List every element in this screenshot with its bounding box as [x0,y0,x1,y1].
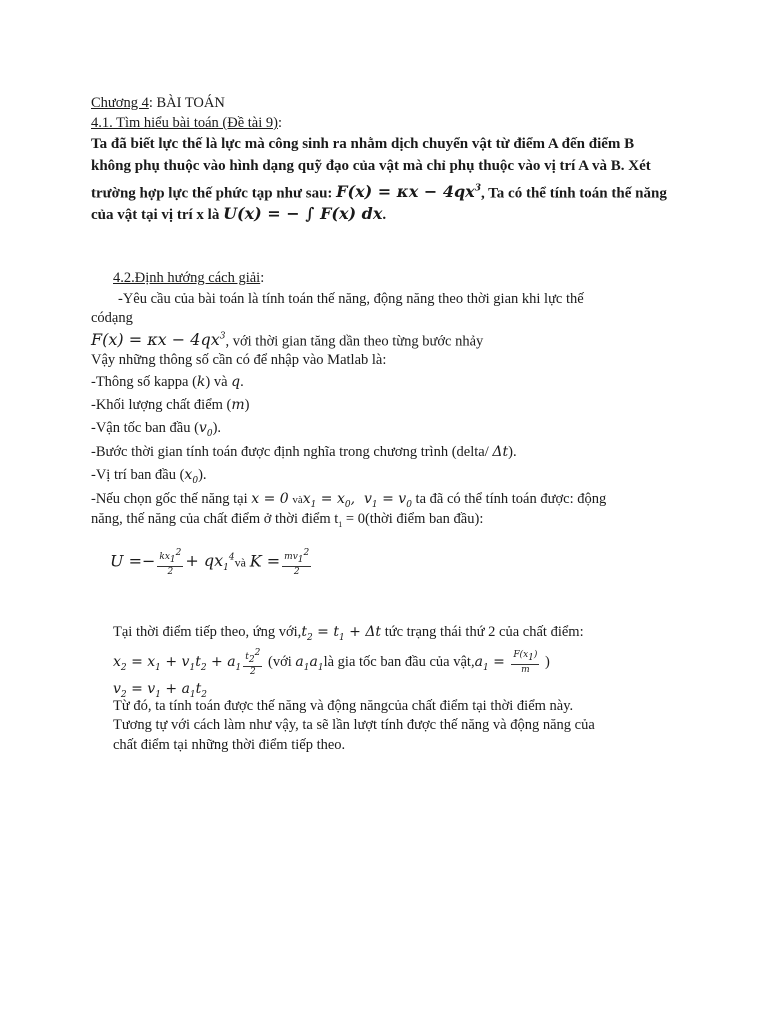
para3-line4: Từ đó, ta tính toán được thế năng và động năngcủa chất điểm tại thời điểm này. [113,698,574,714]
para3-line3: $v_2 = v_1 + a_1t_2$ [113,681,208,700]
potential-formula: U(x) = − ∫ F(x) dx [223,204,383,223]
para1-line1: Ta đã biết lực thế là lực mà công sinh ra nhằm dịch chuyển vật từ điểm A đến điểm B [91,136,635,152]
section-4-2-heading: 4.2.Định hướng cách giải: [113,270,265,286]
chapter-heading: Chương 4: BÀI TOÁN [91,95,225,111]
param-kappa: -Thông số kappa (k) và q. [91,374,244,390]
param-velocity: -Vận tốc ban đầu $(v_0)$. [91,420,222,439]
para3-line6: chất điểm tại những thời điểm tiếp theo. [113,737,346,753]
para1-line3: trường hợp lực thế phức tạp như sau: $F(x) = \kappa x - 4qx^3$, Ta có thể tính toán thế năng [91,182,667,202]
para2-line1: -Yêu cầu của bài toán là tính toán thế năng, động năng theo thời gian khi lực thế [118,291,584,307]
param-timestep: -Bước thời gian tính toán được định nghĩa trong chương trình (delta/ Δt). [91,444,517,460]
para3-line1: Tại thời điểm tiếp theo, ứng $với,t_2 = t_1 + \Delta t$ tức trạng thái thứ 2 của chất điểm: [113,624,584,643]
force-formula: $F(x) = \kappa x - 4qx^3$ [336,182,481,202]
para2-line4: Vậy những thông số cần có để nhập vào Matlab là: [91,352,387,368]
para2-line3: $F(x) = \kappa x - 4qx^3$, với thời gian tăng dần theo từng bước nhảy [91,330,484,350]
param-position: -Vị trí ban đầu $(x_0)$. [91,467,207,486]
force-formula-2: $F(x) = \kappa x - 4qx^3$ [91,330,226,350]
section-4-1-heading: 4.1. Tìm hiểu bài toán (Đề tài 9): [91,115,283,131]
energy-formulas: U =− $\frac{kx_1^2}{2}$ + $qx_1^4và$ K = $\frac{mv_1^2}{2}$ [110,548,310,577]
para3-line5: Tương tự với cách làm như vậy, ta sẽ lần lượt tính được thế năng và động năng của [113,717,595,733]
para1-line2: không phụ thuộc vào hình dạng quỹ đạo của vật mà chỉ phụ thuộc vào vị trí A và B. Xét [91,158,651,174]
para2-line2: códạng [91,310,133,326]
initial-condition-line2: năng, thế năng của chất điểm ở thời điểm $t_1$ = 0(thời điểm ban đầu): [91,511,484,529]
para3-line2: $x_2 = x_1 + v_1t_2 + a_1$ $\frac{t_2^2}{2}$ (với $a_1a_1là$ gia tốc ban đầu của $vật,a_1$ = $\frac{F(x_1)}{m}$ ) [113,648,550,677]
para1-line4: của vật tại vị trí x là U(x) = − ∫ F(x) dx. [91,204,387,223]
param-mass: -Khối lượng chất điểm (m) [91,397,250,413]
initial-condition-line: -Nếu chọn gốc thế năng tại x = 0 vàx$_1$ = $x_0$, $v_1 = v_0$ ta đã có thể tính toán được: động [91,491,607,510]
